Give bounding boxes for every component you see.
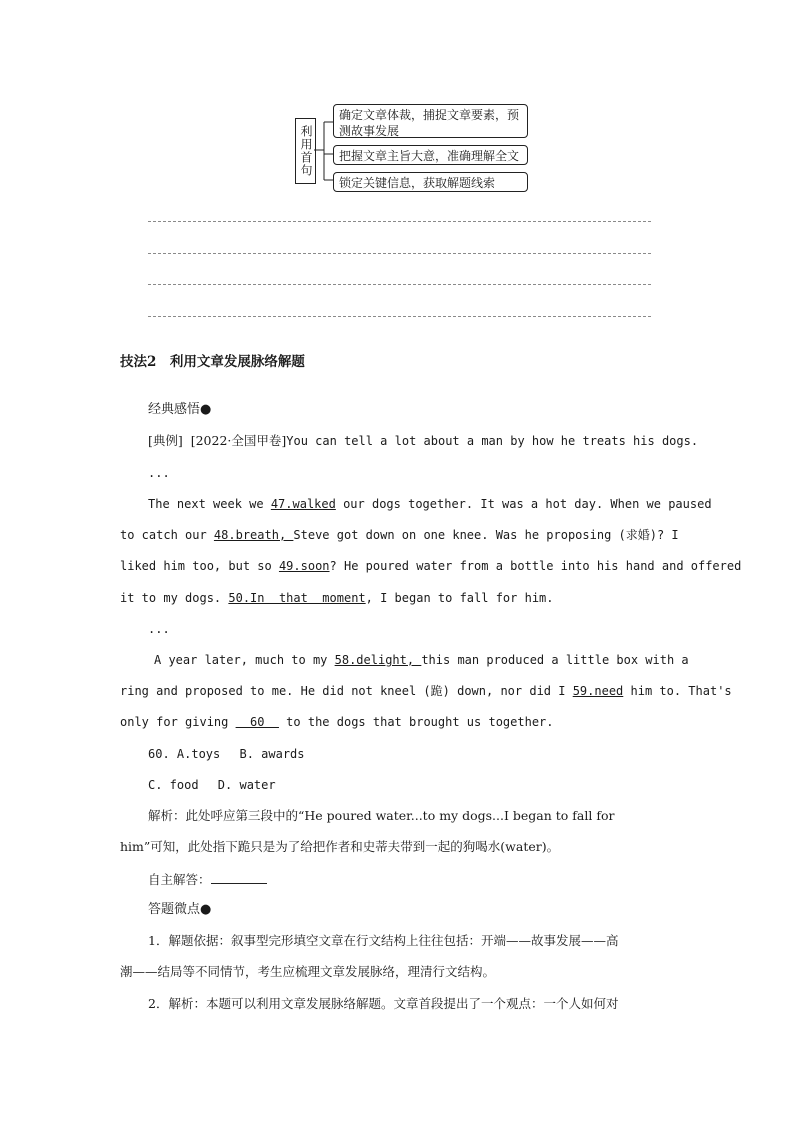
analysis-line: 解析：此处呼应第三段中的“He poured water...to my dogs...I began to fall for [148,808,615,823]
diagram-branch-2: 把握文章主旨大意，准确理解全文 [333,145,528,165]
answer-59: 59.need [572,684,624,698]
tips-title: 答题微点● [148,902,212,917]
text: Steve got down on one knee. Was he proposing (求婚)? I [293,528,679,542]
tip-line: 潮——结局等不同情节，考生应梳理文章发展脉络，理清行文结构。 [120,964,496,979]
text: only for giving [120,715,236,729]
answer-48: 48.breath, [213,528,294,542]
answer-line [148,253,651,254]
subtitle: 经典感悟● [148,402,212,417]
self-answer-label: 自主解答： [148,872,211,887]
ellipsis: ... [148,466,170,480]
text: The next week we [148,497,271,511]
diagram-branch-3: 锁定关键信息，获取解题线索 [333,172,528,192]
example-line [148,431,698,451]
self-answer-blank[interactable] [211,869,267,884]
passage-line [120,588,554,608]
self-answer [148,869,267,890]
example-source: [2022·全国甲卷] [190,433,287,448]
text: it to my dogs. [120,591,229,605]
answer-47: 47.walked [270,497,336,511]
passage-line [154,650,689,670]
option-line: C. food D. water [148,778,276,792]
passage-line [120,681,732,701]
answer-49: 49.soon [278,559,330,573]
answer-60: 60 [235,715,279,729]
diagram-branch-1: 确定文章体裁，捕捉文章要素，预测故事发展 [333,104,528,138]
text: him to. That's [623,684,732,698]
text: ring and proposed to me. He did not kneel (跪) down, nor did I [120,684,573,698]
tip-line: 1．解题依据：叙事型完形填空文章在行文结构上往往包括：开端——故事发展——高 [148,933,619,948]
tip-line: 2．解析：本题可以利用文章发展脉络解题。文章首段提出了一个观点：一个人如何对 [148,996,619,1011]
text: , I began to fall for him. [365,591,554,605]
passage-line [120,525,679,545]
example-first-sentence: You can tell a lot about a man by how he treats his dogs. [286,434,699,448]
passage-line [120,556,741,576]
text: to the dogs that brought us together. [278,715,554,729]
text: to catch our [120,528,214,542]
section-heading: 技法2 利用文章发展脉络解题 [120,354,305,370]
analysis-line: him”可知，此处指下跪只是为了给把作者和史蒂夫带到一起的狗喝水(water)。 [120,839,560,854]
example-tag: [典例] [148,433,183,448]
ellipsis: ... [148,622,170,636]
answer-line [148,221,651,222]
text: liked him too, but so [120,559,279,573]
passage-line [120,712,554,732]
passage-line [148,494,712,514]
answer-50: 50.In that moment [228,591,366,605]
answer-line [148,316,651,317]
text: ? He poured water from a bottle into his hand and offered [329,559,742,573]
text: A year later, much to my [154,653,335,667]
answer-line [148,284,651,285]
text: our dogs together. It was a hot day. When we paused [335,497,712,511]
option-line: 60. A.toys B. awards [148,747,305,761]
text: this man produced a little box with a [421,653,689,667]
diagram-root: 利用首句 [295,118,316,184]
answer-58: 58.delight, [334,653,422,667]
